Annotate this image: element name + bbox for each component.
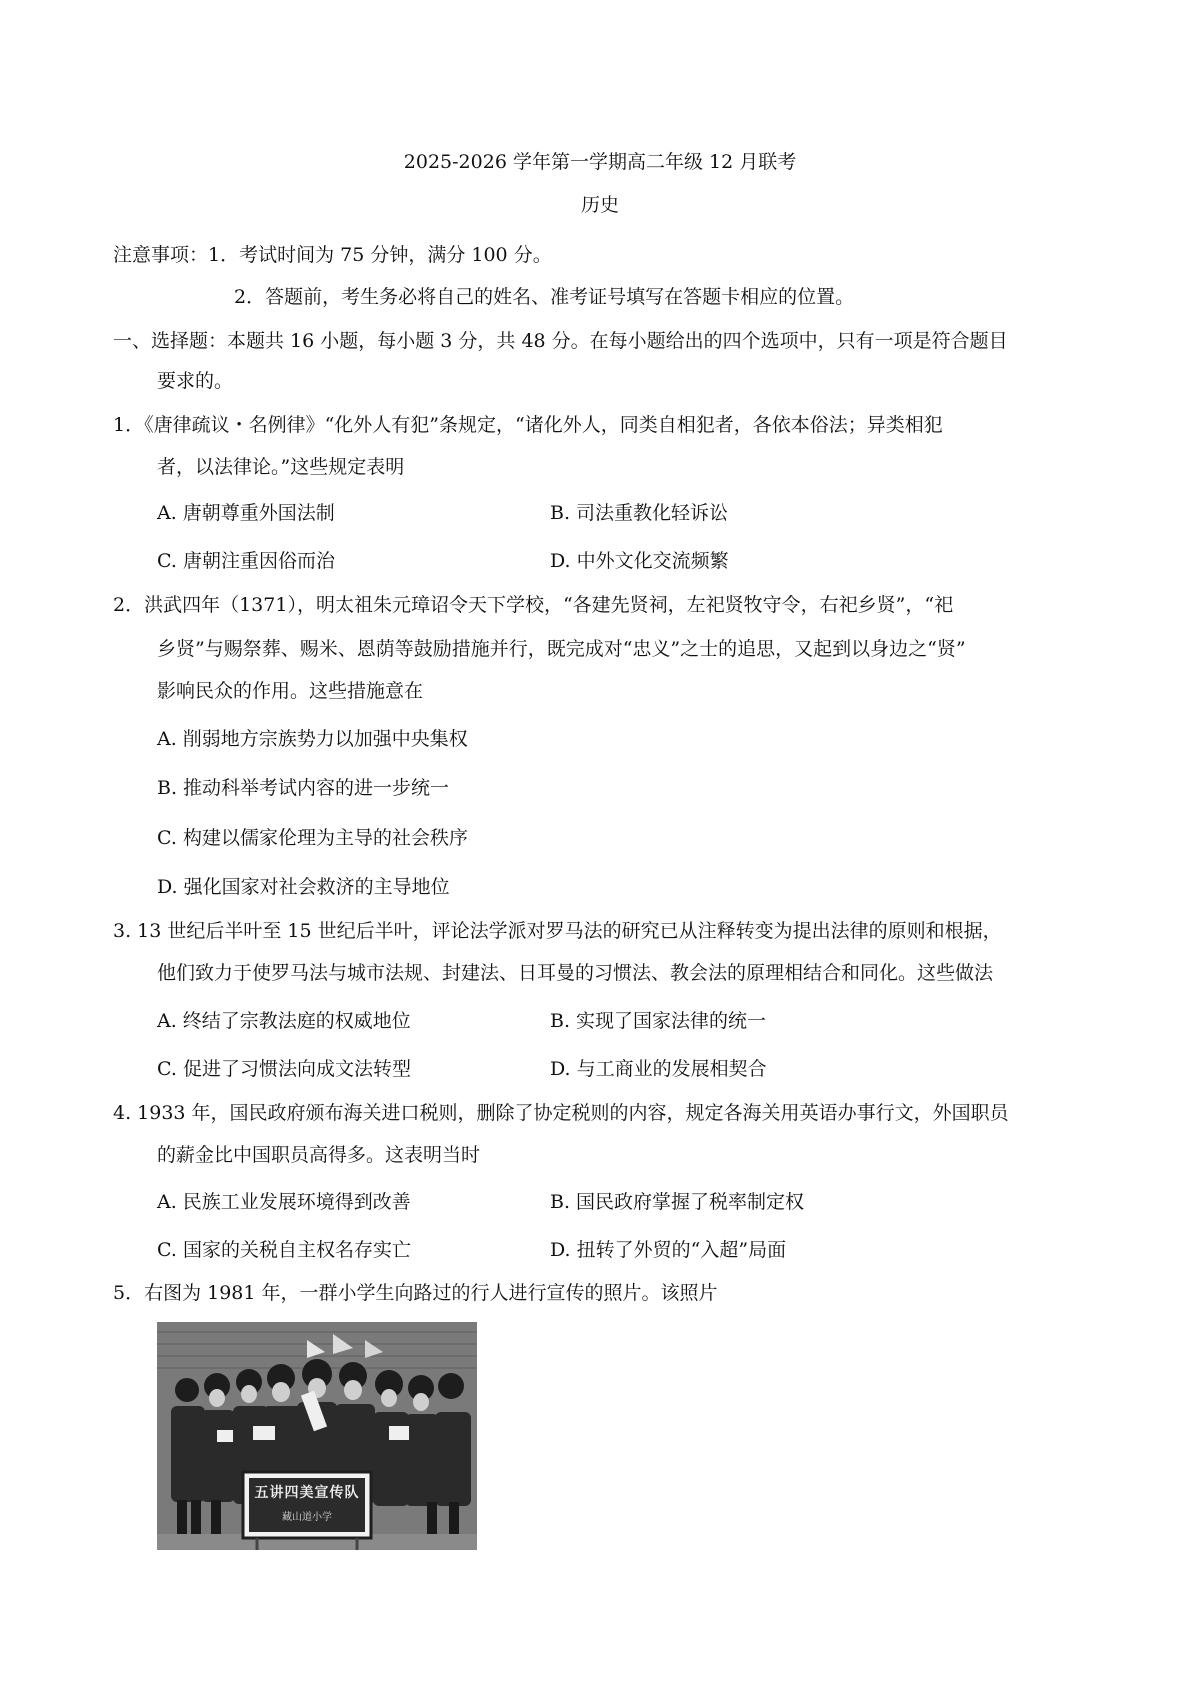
question-3-option-c[interactable]: C. 促进了习惯法向成文法转型: [157, 1058, 411, 1080]
question-4-option-b[interactable]: B. 国民政府掌握了税率制定权: [550, 1191, 805, 1213]
question-2-option-c[interactable]: C. 构建以儒家伦理为主导的社会秩序: [157, 827, 468, 849]
question-5-line-1: 5．右图为 1981 年，一群小学生向路过的行人进行宣传的照片。该照片: [113, 1282, 718, 1304]
question-4-option-c[interactable]: C. 国家的关税自主权名存实亡: [157, 1239, 411, 1261]
notes-line-1: 注意事项：1．考试时间为 75 分钟，满分 100 分。: [113, 244, 552, 266]
section-heading: 一、选择题：本题共 16 小题，每小题 3 分，共 48 分。在每小题给出的四个选项中，只有一项是符合题目: [113, 330, 1008, 352]
question-4-line-1: 4. 1933 年，国民政府颁布海关进口税则，删除了协定税则的内容，规定各海关用英语办事行文，外国职员: [113, 1102, 1009, 1124]
question-1-option-d[interactable]: D. 中外文化交流频繁: [550, 550, 729, 572]
question-2-line-1: 2．洪武四年（1371），明太祖朱元璋诏令天下学校，“各建先贤祠，左祀贤牧守令，右祀乡贤”，“祀: [113, 594, 954, 616]
question-3-line-1: 3. 13 世纪后半叶至 15 世纪后半叶，评论法学派对罗马法的研究已从注释转变为提出法律的原则和根据，: [113, 920, 1002, 942]
question-1-line-2: 者，以法律论。”这些规定表明: [157, 456, 405, 478]
question-2-line-2: 乡贤”与赐祭葬、赐米、恩荫等鼓励措施并行，既完成对“忠义”之士的追思，又起到以身边之“贤”: [157, 638, 966, 660]
question-2-option-a[interactable]: A. 削弱地方宗族势力以加强中央集权: [157, 728, 468, 750]
question-1-option-c[interactable]: C. 唐朝注重因俗而治: [157, 550, 335, 572]
question-4-line-2: 的薪金比中国职员高得多。这表明当时: [157, 1144, 481, 1166]
question-3-option-b[interactable]: B. 实现了国家法律的统一: [550, 1010, 767, 1032]
photo-sign-subtext: 藏山道小学: [282, 1512, 332, 1523]
exam-title: 2025-2026 学年第一学期高二年级 12 月联考: [403, 151, 797, 173]
notes-line-2: 2．答题前，考生务必将自己的姓名、准考证号填写在答题卡相应的位置。: [234, 286, 855, 308]
photo-sign-text: 五讲四美宣传队: [254, 1485, 360, 1501]
question-4-option-a[interactable]: A. 民族工业发展环境得到改善: [157, 1191, 411, 1213]
question-3-option-d[interactable]: D. 与工商业的发展相契合: [550, 1058, 767, 1080]
exam-subject: 历史: [580, 194, 619, 216]
question-1-option-b[interactable]: B. 司法重教化轻诉讼: [550, 502, 729, 524]
question-1-line-1: 1．《唐律疏议・名例律》“化外人有犯”条规定，“诸化外人，同类自相犯者，各依本俗法；异类相犯: [113, 414, 943, 436]
question-3-line-2: 他们致力于使罗马法与城市法规、封建法、日耳曼的习惯法、教会法的原理相结合和同化。这些做法: [157, 962, 994, 984]
question-3-option-a[interactable]: A. 终结了宗教法庭的权威地位: [157, 1010, 411, 1032]
section-heading-cont: 要求的。: [157, 370, 234, 392]
question-1-option-a[interactable]: A. 唐朝尊重外国法制: [157, 502, 335, 524]
historical-photo: [157, 1322, 477, 1550]
question-2-line-3: 影响民众的作用。这些措施意在: [157, 680, 424, 702]
question-4-option-d[interactable]: D. 扭转了外贸的“入超”局面: [550, 1239, 787, 1261]
question-2-option-b[interactable]: B. 推动科举考试内容的进一步统一: [157, 777, 450, 799]
question-2-option-d[interactable]: D. 强化国家对社会救济的主导地位: [157, 876, 450, 898]
